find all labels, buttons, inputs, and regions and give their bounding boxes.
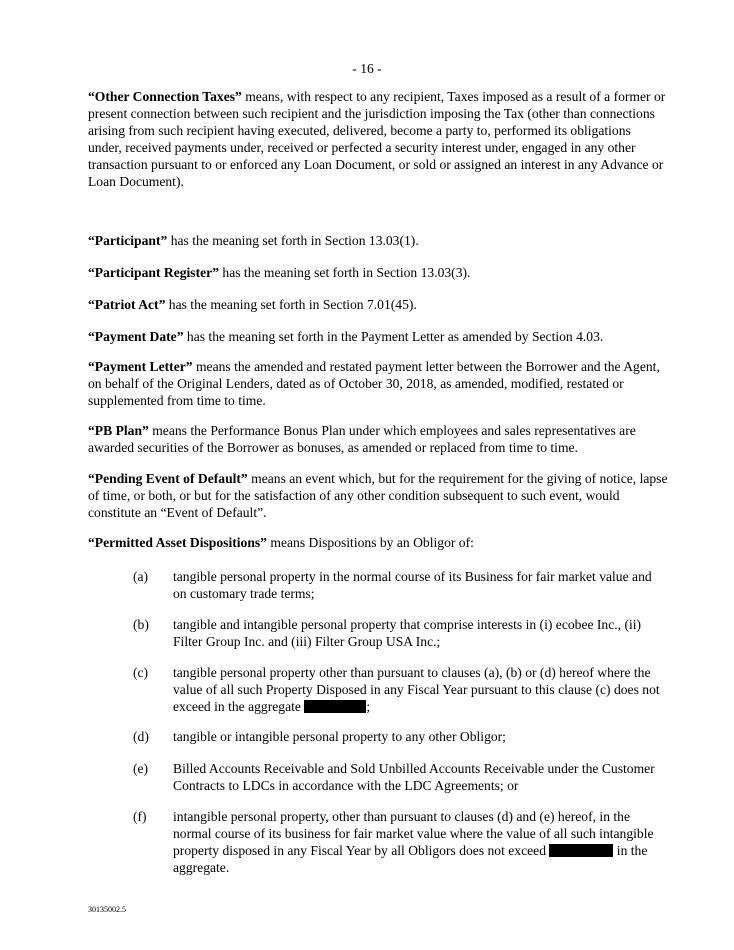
definition-text: means the amended and restated payment letter between the Borrower and the Agent, on behalf of the Original Lenders, dated as of October 30, 2018, as amended, modified, restated or supplemented from time to time.: [88, 359, 660, 408]
clause-text: tangible or intangible personal property to any other Obligor;: [173, 729, 506, 744]
clause-label: (d): [133, 729, 149, 744]
defined-term: “Pending Event of Default”: [88, 471, 248, 486]
clause-label: (b): [133, 617, 149, 632]
clause-a: [133, 568, 663, 602]
clause-text-container: [173, 808, 663, 876]
clause-c: [133, 664, 663, 715]
definition-other-connection-taxes: [88, 88, 668, 190]
definition-pb-plan: [88, 422, 668, 456]
definition-text: means an event which, but for the requirement for the giving of notice, lapse of time, or both, or but for the satisfaction of any other condition subsequent to such event, would constitute an “Event of Default”.: [88, 471, 668, 520]
clause-text: tangible personal property in the normal course of its Business for fair market value and on customary trade terms;: [173, 569, 652, 601]
definition-participant-register: [88, 264, 668, 281]
definition-text: has the meaning set forth in Section 13.03(1).: [167, 233, 419, 248]
defined-term: “Payment Letter”: [88, 359, 193, 374]
definition-text: means the Performance Bonus Plan under which employees and sales representatives are awarded securities of the Borrower as bonuses, as amended or replaced from time to time.: [88, 423, 636, 455]
defined-term: “Payment Date”: [88, 329, 184, 344]
clause-e: [133, 760, 663, 794]
definition-text: has the meaning set forth in Section 13.03(3).: [219, 265, 471, 280]
definition-payment-date: [88, 328, 668, 345]
clause-b: [133, 616, 663, 650]
clause-text-tail: ;: [366, 699, 371, 714]
page-number: - 16 -: [352, 61, 382, 76]
clause-label: (a): [133, 569, 149, 584]
defined-term: “Participant”: [88, 233, 168, 248]
redaction-box: [304, 700, 366, 713]
clause-text-container: [173, 664, 663, 715]
definition-patriot-act: [88, 296, 668, 313]
redaction-box: [549, 844, 613, 857]
definition-participant: [88, 232, 668, 249]
document-id-footer: 30135002.5: [88, 905, 126, 914]
defined-term: “Other Connection Taxes”: [88, 89, 242, 104]
clause-label: (c): [133, 665, 149, 680]
defined-term: “PB Plan”: [88, 423, 149, 438]
clause-text: Billed Accounts Receivable and Sold Unbilled Accounts Receivable under the Customer Contracts to LDCs in accordance with the LDC Agreements; or: [173, 761, 655, 793]
clause-text-tail: in the aggregate.: [173, 843, 648, 875]
defined-term: “Participant Register”: [88, 265, 219, 280]
definition-pending-event-of-default: [88, 470, 668, 521]
definition-permitted-asset-dispositions: [88, 534, 668, 551]
clause-text: tangible personal property other than pursuant to clauses (a), (b) or (d) hereof where the value of all such Property Disposed in any Fiscal Year pursuant to this clause (c) does not exceed in the aggregate: [173, 665, 660, 714]
clause-f: [133, 808, 663, 876]
defined-term: “Patriot Act”: [88, 297, 166, 312]
definition-text: has the meaning set forth in the Payment Letter as amended by Section 4.03.: [183, 329, 604, 344]
defined-term: “Permitted Asset Dispositions”: [88, 535, 267, 550]
clause-label: (f): [133, 809, 147, 824]
clause-text: intangible personal property, other than pursuant to clauses (d) and (e) hereof, in the normal course of its business for fair market value where the value of all such intangible property disposed in any Fiscal Year by all Obligors does not exceed: [173, 809, 654, 858]
clause-label: (e): [133, 761, 149, 776]
definition-text: means, with respect to any recipient, Taxes imposed as a result of a former or present connection between such recipient and the jurisdiction imposing the Tax (other than connections arising from such recipient having executed, delivered, become a party to, performed its obligations under, received payments under, received or perfected a security interest under, engaged in any other transaction pursuant to or enforced any Loan Document, or sold or assigned an interest in any Advance or Loan Document).: [88, 89, 666, 189]
clause-text: tangible and intangible personal property that comprise interests in (i) ecobee Inc., (ii) Filter Group Inc. and (iii) Filter Group USA Inc.;: [173, 617, 642, 649]
clause-d: [133, 728, 663, 745]
definition-text: means Dispositions by an Obligor of:: [266, 535, 474, 550]
definition-text: has the meaning set forth in Section 7.01(45).: [165, 297, 417, 312]
definition-payment-letter: [88, 358, 668, 409]
